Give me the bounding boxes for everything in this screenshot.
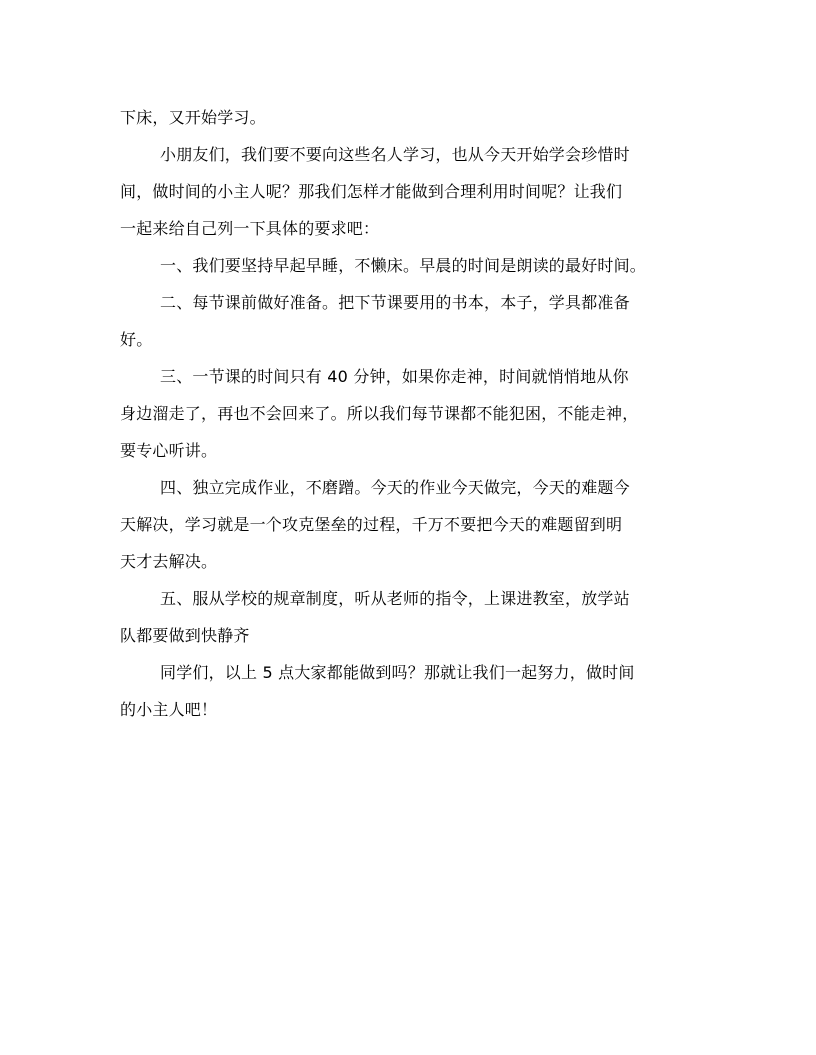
paragraph [120,362,700,466]
text-line: 五、服从学校的规章制度，听从老师的指令，上课进教室，放学站 [160,589,630,608]
text-line: 二、每节课前做好准备。把下节课要用的书本，本子，学具都准备 [160,293,630,312]
paragraph [120,288,700,355]
text-line: 要专心听讲。 [120,441,218,460]
text-line: 间，做时间的小主人呢？那我们怎样才能做到合理利用时间呢？让我们 [120,182,623,201]
text-line: 三、一节课的时间只有 40 分钟，如果你走神，时间就悄悄地从你 [160,367,629,386]
text-line: 天才去解决。 [120,552,218,571]
text-line: 好。 [120,330,153,349]
paragraph [120,103,700,133]
paragraph [120,584,700,651]
text-line: 四、独立完成作业，不磨蹭。今天的作业今天做完，今天的难题今 [160,478,630,497]
paragraph [120,658,700,725]
text-line: 同学们，以上 5 点大家都能做到吗？那就让我们一起努力，做时间 [160,663,635,682]
text-line: 身边溜走了，再也不会回来了。所以我们每节课都不能犯困，不能走神， [120,404,639,423]
text-line: 下床，又开始学习。 [120,108,266,127]
text-line: 小朋友们，我们要不要向这些名人学习，也从今天开始学会珍惜时 [160,145,630,164]
document-page [120,103,700,732]
paragraph [120,251,700,281]
text-line: 的小主人吧！ [120,700,218,719]
text-line: 一起来给自己列一下具体的要求吧： [120,219,380,238]
text-line: 队都要做到快静齐 [120,626,250,645]
paragraph [120,473,700,577]
paragraph [120,140,700,244]
text-line: 天解决，学习就是一个攻克堡垒的过程，千万不要把今天的难题留到明 [120,515,623,534]
text-line: 一、我们要坚持早起早睡，不懒床。早晨的时间是朗读的最好时间。 [160,256,647,275]
